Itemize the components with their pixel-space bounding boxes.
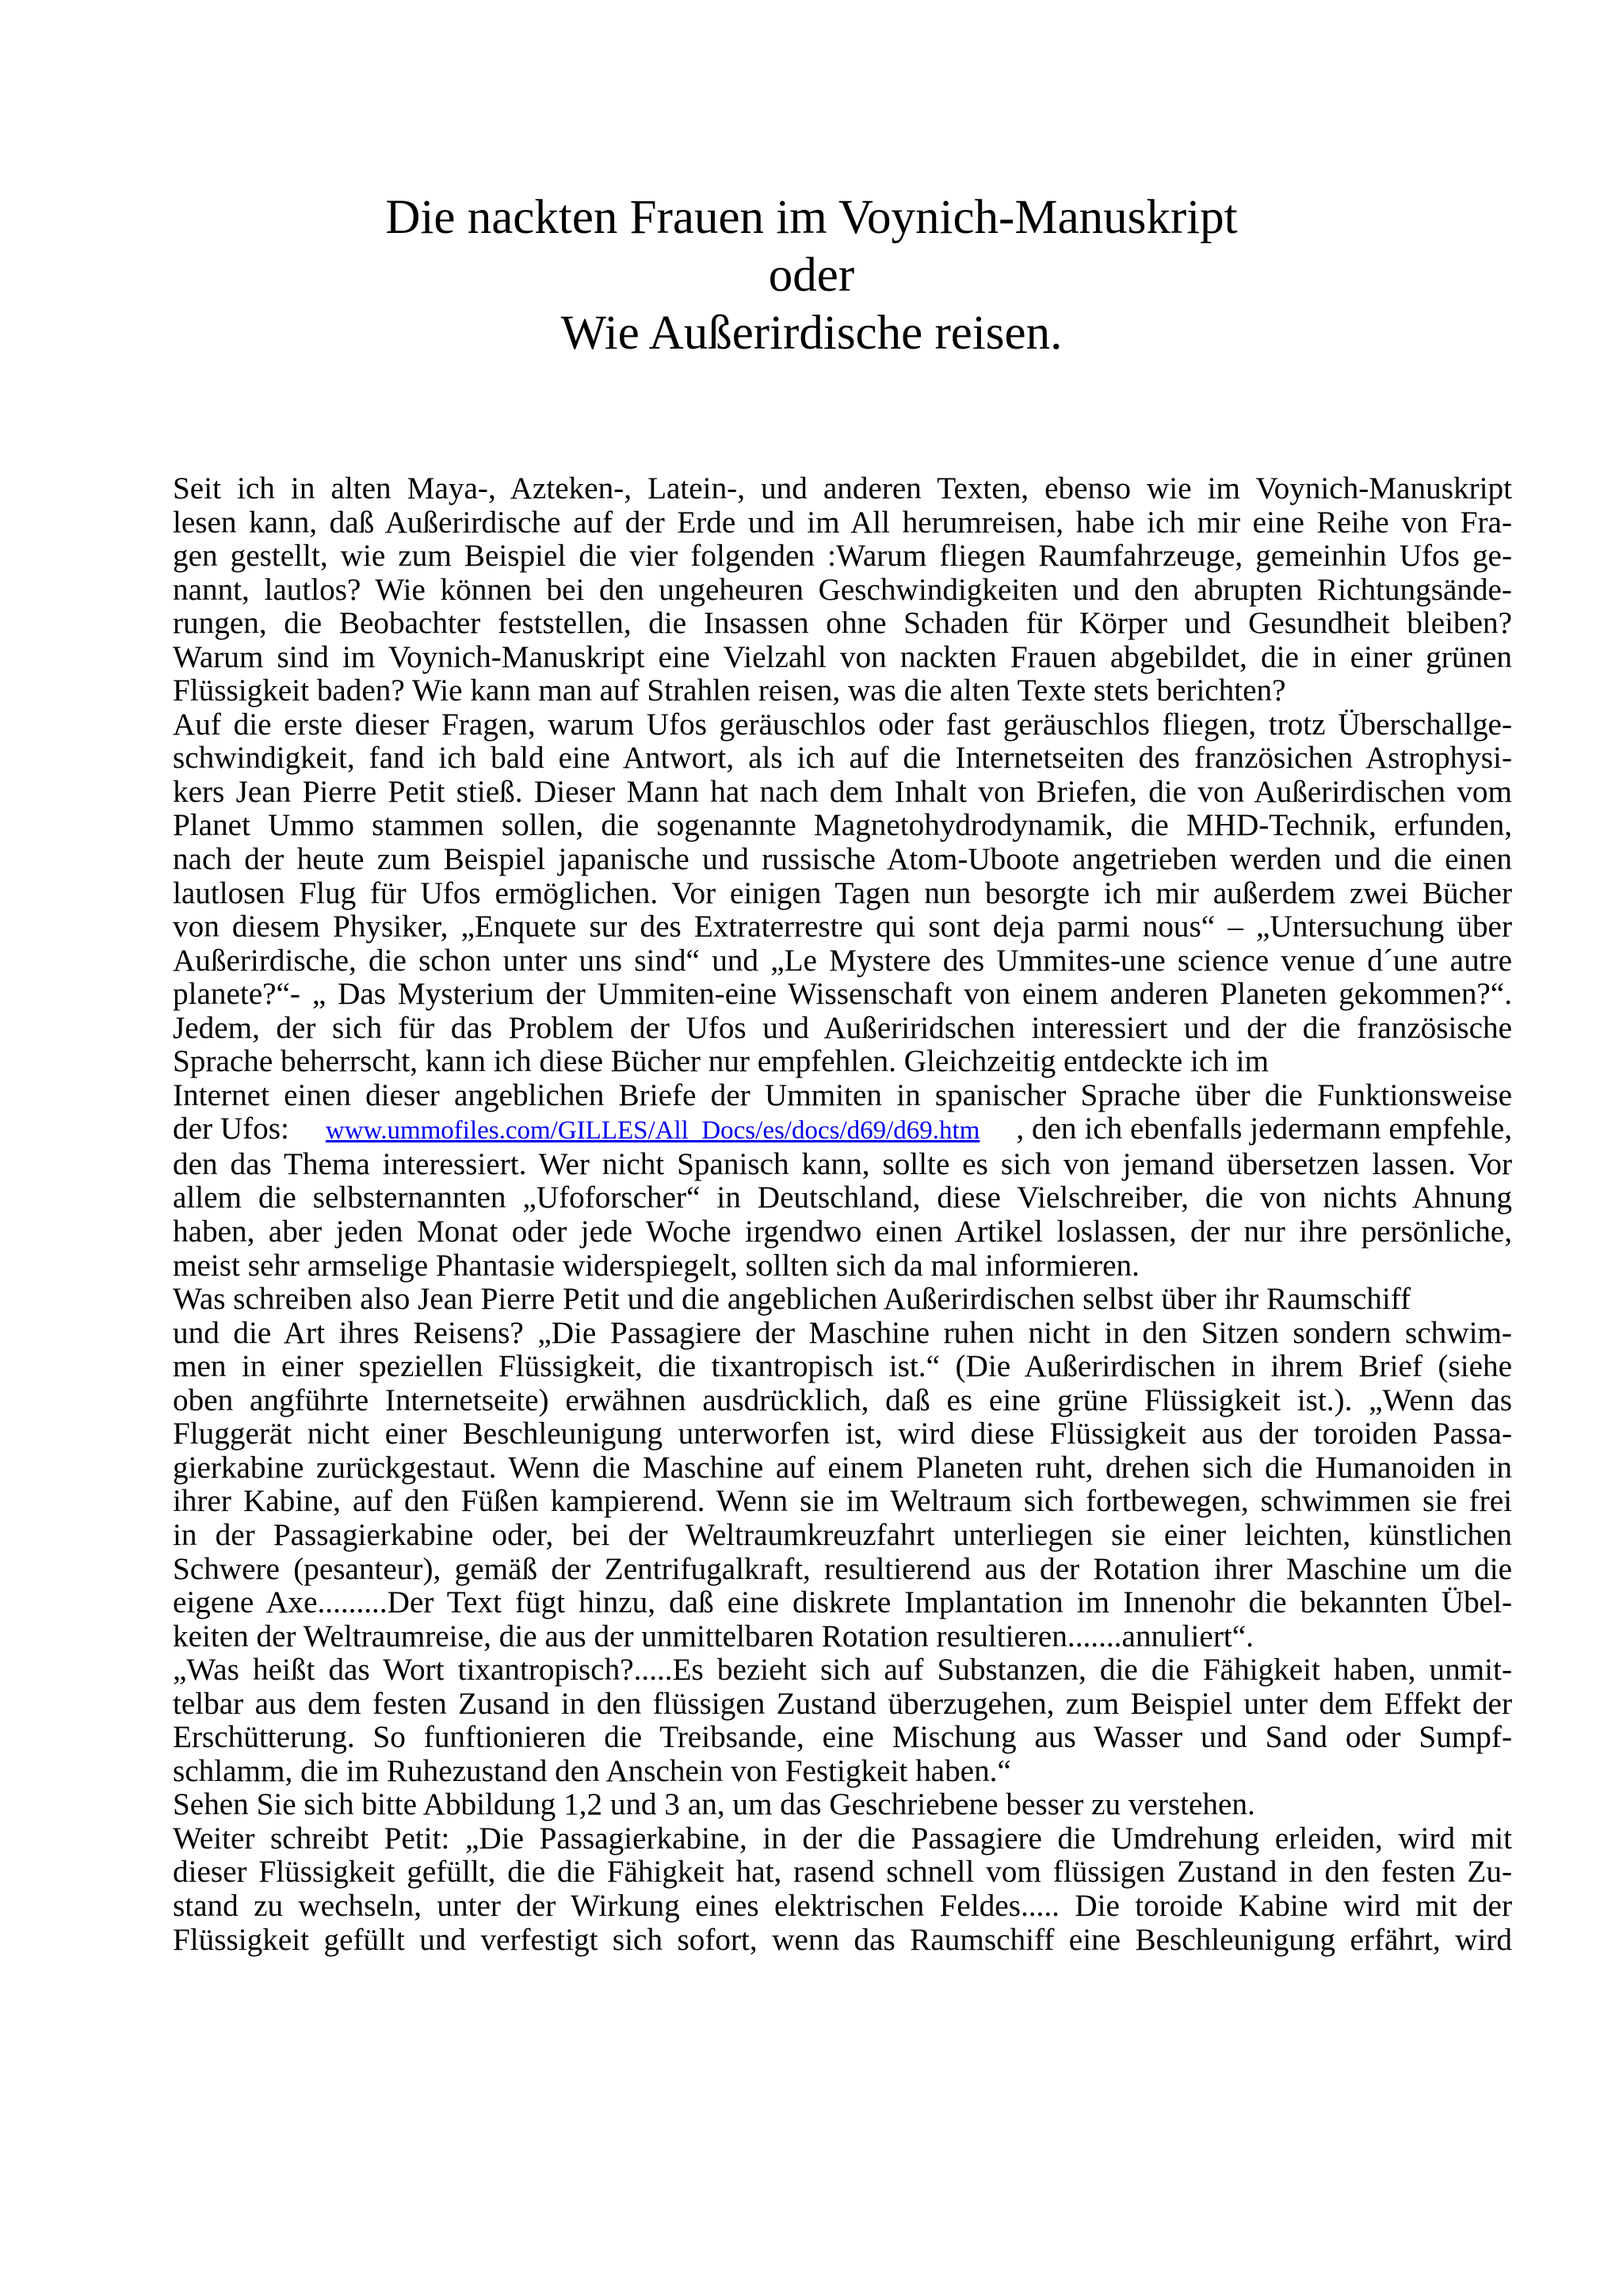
text-line: keiten der Weltraumreise, die aus der unmittelbaren Rotation resultieren.......annuliert“. [173,1619,1254,1653]
text-line: meist sehr armselige Phantasie widerspiegelt, sollten sich da mal informieren. [173,1248,1140,1283]
text-line: dieser Flüssigkeit gefüllt, die die Fähigkeit hat, rasend schnell vom flüssigen Zustand in den festen Zu- [173,1855,1512,1890]
ummofiles-link[interactable]: www.ummofiles.com/GILLES/All_Docs/es/docs/d69/d69.htm [325,1116,980,1146]
text-line: Flüssigkeit gefüllt und verfestigt sich sofort, wenn das Raumschiff eine Beschleunigung erfährt, wird [173,1922,1512,1957]
text-line: oben angführte Internetseite) erwähnen ausdrücklich, daß es eine grüne Flüssigkeit ist.). „Wenn das [173,1383,1512,1417]
text-line: kers Jean Pierre Petit stieß. Dieser Mann hat nach dem Inhalt von Briefen, die von Außerirdischen vom [173,774,1512,809]
text-line: lautlosen Flug für Ufos ermöglichen. Vor einigen Tagen nun besorgte ich mir außerdem zwei Bücher [173,875,1512,910]
text-line: eigene Axe.........Der Text fügt hinzu, daß eine diskrete Implantation im Innenohr die bekannten Übel- [173,1585,1512,1620]
text-line: Weiter schreibt Petit: „Die Passagierkabine, in der die Passagiere die Umdrehung erleiden, wird mit [173,1821,1512,1855]
text-line: lesen kann, daß Außerirdische auf der Erde und im All herumreisen, habe ich mir eine Reihe von Fra- [173,505,1512,540]
text-line: haben, aber jeden Monat oder jede Woche irgendwo einen Artikel loslassen, der nur ihre persönliche, [173,1215,1512,1249]
title-line-2: oder [768,249,855,302]
text-line: und die Art ihres Reisens? „Die Passagiere der Maschine ruhen nicht in den Sitzen sondern schwim- [173,1315,1512,1350]
text-line: stand zu wechseln, unter der Wirkung eines elektrischen Feldes..... Die toroide Kabine wird mit der [173,1888,1512,1923]
text-line: Sprache beherrscht, kann ich diese Bücher nur empfehlen. Gleichzeitig entdeckte ich im [173,1044,1269,1079]
text-line: Fluggerät nicht einer Beschleunigung unterworfen ist, wird diese Flüssigkeit aus der toroiden Passa- [173,1417,1512,1451]
text-line: nach der heute zum Beispiel japanische und russische Atom-Uboote angetrieben werden und die einen [173,842,1512,877]
title-line-3: Wie Außerirdische reisen. [560,307,1063,360]
text-line: ihrer Kabine, auf den Füßen kampierend. Wenn sie im Weltraum sich fortbewegen, schwimmen sie frei [173,1484,1512,1519]
link-line-suffix: , den ich ebenfalls jedermann empfehle, [1016,1112,1512,1146]
text-line-with-link [173,1112,1512,1148]
text-line: in der Passagierkabine oder, bei der Weltraumkreuzfahrt unterliegen sie einer leichten, künstlichen [173,1517,1512,1552]
text-line: Sehen Sie sich bitte Abbildung 1,2 und 3 an, um das Geschriebene besser zu verstehen. [173,1787,1255,1822]
body-text [173,472,1512,1957]
text-line: Planet Ummo stammen sollen, die sogenannte Magnetohydrodynamik, die MHD-Technik, erfunden, [173,808,1512,843]
link-line-prefix: der Ufos: [173,1112,289,1146]
text-line: Flüssigkeit baden? Wie kann man auf Strahlen reisen, was die alten Texte stets berichten? [173,673,1286,708]
text-line: telbar aus dem festen Zusand in den flüssigen Zustand überzugehen, zum Beispiel unter dem Effekt der [173,1686,1512,1721]
text-line: von diesem Physiker, „Enquete sur des Extraterrestre qui sont deja parmi nous“ – „Untersuchung über [173,910,1512,944]
text-line: „Was heißt das Wort tixantropisch?.....Es bezieht sich auf Substanzen, die die Fähigkeit haben, unmit- [173,1653,1512,1688]
text-line: Außerirdische, die schon unter uns sind“ und „Le Mystere des Ummites-une science venue d´une autre [173,943,1512,978]
text-line: allem die selbsternannten „Ufoforscher“ in Deutschland, diese Vielschreiber, die von nichts Ahnung [173,1180,1512,1215]
text-line: Erschütterung. So funftionieren die Treibsande, eine Mischung aus Wasser und Sand oder Sumpf- [173,1720,1512,1755]
text-line: rungen, die Beobachter feststellen, die Insassen ohne Schaden für Körper und Gesundheit bleiben? [173,606,1512,641]
title-line-1: Die nackten Frauen im Voynich-Manuskript [385,191,1238,244]
text-line: men in einer speziellen Flüssigkeit, die tixantropisch ist.“ (Die Außerirdischen in ihrem Brief (siehe [173,1349,1512,1384]
document-title [0,189,1623,362]
text-line: gen gestellt, wie zum Beispiel die vier folgenden :Warum fliegen Raumfahrzeuge, gemeinhin Ufos ge- [173,539,1512,574]
text-line: Internet einen dieser angeblichen Briefe der Ummiten in spanischer Sprache über die Funktionsweise [173,1077,1512,1112]
text-line: Auf die erste dieser Fragen, warum Ufos geräuschlos oder fast geräuschlos fliegen, trotz Überschallge- [173,707,1512,742]
text-line: gierkabine zurückgestaut. Wenn die Maschine auf einem Planeten ruht, drehen sich die Humanoiden in [173,1450,1512,1485]
text-line: planete?“- „ Das Mysterium der Ummiten-eine Wissenschaft von einem anderen Planeten gekommen?“. [173,977,1512,1012]
text-line: Schwere (pesanteur), gemäß der Zentrifugalkraft, resultierend aus der Rotation ihrer Maschine um die [173,1551,1512,1586]
text-line: Jedem, der sich für das Problem der Ufos und Außeriridschen interessiert und der die französische [173,1010,1512,1045]
text-line: nannt, lautlos? Wie können bei den ungeheuren Geschwindigkeiten und den abrupten Richtungsände- [173,572,1512,607]
text-line: schwindigkeit, fand ich bald eine Antwort, als ich auf die Internetseiten des französichen Astrophysi- [173,741,1512,776]
text-line: Warum sind im Voynich-Manuskript eine Vielzahl von nackten Frauen abgebildet, die in einer grünen [173,639,1512,674]
text-line: den das Thema interessiert. Wer nicht Spanisch kann, sollte es sich von jemand übersetzen lassen. Vor [173,1146,1512,1181]
text-line: Seit ich in alten Maya-, Azteken-, Latein-, und anderen Texten, ebenso wie im Voynich-Manuskript [173,471,1512,505]
text-line: schlamm, die im Ruhezustand den Anschein von Festigkeit haben.“ [173,1753,1011,1788]
text-line: Was schreiben also Jean Pierre Petit und die angeblichen Außerirdischen selbst über ihr Raumschiff [173,1282,1411,1317]
